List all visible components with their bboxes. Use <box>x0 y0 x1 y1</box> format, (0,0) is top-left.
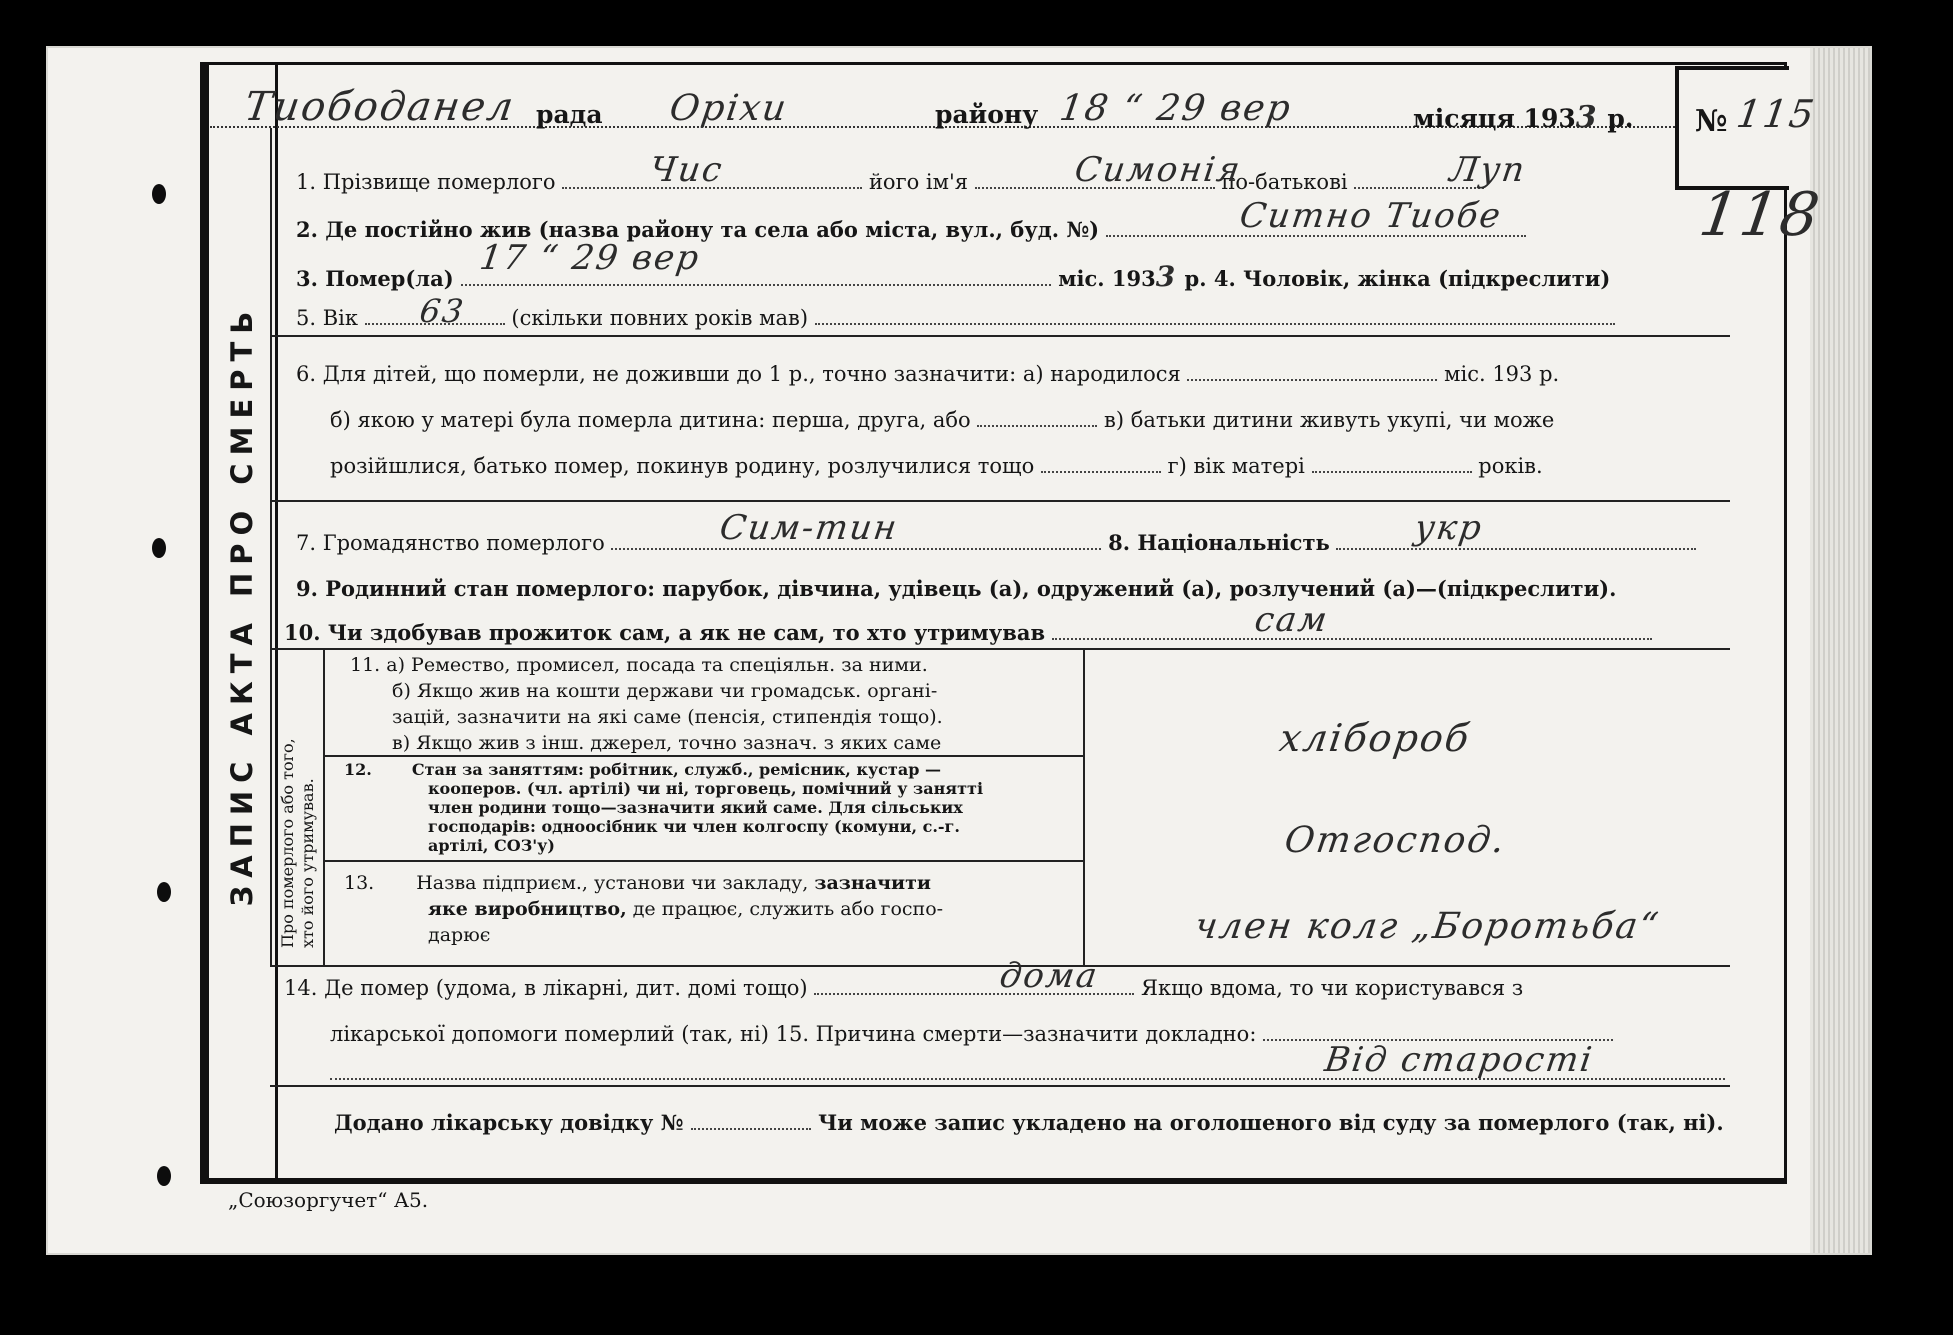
publisher-label: „Союзоргучет“ А5. <box>228 1188 429 1212</box>
certificate-number-field <box>691 1124 811 1130</box>
q9-row: 9. Родинний стан померлого: парубок, дівчина, удівець (а), одружений (а), розлучений (а)—(підкреслити). <box>296 576 1617 601</box>
month-label: місяця 1933 р. <box>1413 100 1634 135</box>
council-label: рада <box>536 100 603 129</box>
q2-label: 2. Де постійно жив (назва району та села або міста, вул., буд. №) <box>296 217 1100 242</box>
q5-trailing-field <box>815 319 1615 325</box>
date-handwriting: 18 “ 29 вер <box>1057 88 1295 129</box>
q10-hw: сам <box>1252 600 1332 640</box>
q3-suffix: р. 4. Чоловік, жінка (підкреслити) <box>1184 266 1611 291</box>
q15-hw: Від старості <box>1322 1040 1596 1080</box>
record-number: 115 <box>1733 92 1819 136</box>
rule <box>1083 650 1085 965</box>
punch-hole <box>157 1166 171 1186</box>
q13-hw: член колг „Боротьба“ <box>1192 906 1663 947</box>
q8-label: 8. Національність <box>1108 530 1330 555</box>
stacked-pages-edge <box>1810 48 1870 1253</box>
punch-hole <box>152 184 166 204</box>
footer-row: Додано лікарську довідку № Чи може запис укладено на оголошеного від суду за померлого (так, ні). <box>334 1110 1724 1135</box>
q12-block: 12. Стан за заняттям: робітник, служб., ремісник, кустар — кооперов. (чл. артілі) чи ні, торговець, помічний у занятті член родини тощо—зазначити який саме. Для сільських господарів: одноосібник чи член колгоспу (комуни, с.-г. артілі, СОЗ'у) <box>344 760 984 855</box>
number-label: № <box>1695 104 1728 139</box>
q1-name-hw: Симонія <box>1072 150 1245 190</box>
q6-mother-age-field <box>1312 467 1472 473</box>
q11-hw: хлібороб <box>1276 716 1474 760</box>
q10-row: 10. Чи здобував прожиток сам, а як не сам, то хто утримував <box>284 620 1652 645</box>
rule <box>270 965 1730 967</box>
rule <box>270 500 1730 502</box>
inner-left-rule <box>270 128 272 966</box>
q7-label: 7. Громадянство померлого <box>296 531 605 555</box>
q5-age-hw: 63 <box>417 292 468 330</box>
record-number-box <box>1675 66 1819 190</box>
q3-date-field <box>461 280 1051 286</box>
q14-row: 14. Де помер (удома, в лікарні, дит. домі тощо) Якщо вдома, то чи користувався з <box>284 976 1524 1000</box>
district-label: району <box>935 100 1039 129</box>
rule <box>323 650 325 965</box>
council-handwriting: Тиободанел <box>241 84 518 130</box>
q6-line3: розійшлися, батько помер, покинув родину, розлучилися тощо г) вік матері років. <box>330 454 1543 478</box>
q5-label: 5. Вік <box>296 306 358 330</box>
margin-note: 118 <box>1695 180 1826 250</box>
q1-patronymic-hw: Луп <box>1447 150 1529 190</box>
q1-label: 1. Прізвище померлого <box>296 170 556 194</box>
q1-surname-hw: Чис <box>647 150 727 190</box>
punch-hole <box>152 538 166 558</box>
q10-field <box>1052 634 1652 640</box>
q3-label: 3. Помер(ла) <box>296 266 454 291</box>
q2-hw: Ситно Тиобе <box>1237 196 1505 236</box>
q14-hw: дома <box>997 956 1102 996</box>
side-title: ЗАПИС АКТА ПРО СМЕРТЬ <box>225 303 259 907</box>
rule <box>270 1085 1730 1087</box>
q6-order-field <box>977 421 1097 427</box>
rule <box>325 860 1085 862</box>
q3-month-label: міс. 193 <box>1058 266 1156 291</box>
q1-patronymic-label: по-батькові <box>1221 170 1348 194</box>
side-title-column <box>209 65 278 1178</box>
q8-field <box>1336 544 1696 550</box>
occupation-side-label: Про померлого або того, хто його утримував. <box>278 738 317 948</box>
q1-row <box>296 170 1484 194</box>
q5-row <box>296 306 1615 330</box>
q3-date-hw: 17 “ 29 вер <box>477 238 703 278</box>
q13-block: 13. Назва підприєм., установи чи закладу, зазначити яке виробництво, де працює, служить або госпо- дарює <box>344 872 944 946</box>
q11-block: 11. а) Ремество, промисел, посада та спеціяльн. за ними. б) Якщо жив на кошти держави чи громадськ. органі- зацій, зазначити на які саме (пенсія, стипендія тощо). в) Якщо жив з інш. джерел, точно зазнач. з яких саме <box>350 654 943 754</box>
q5-suffix: (скільки повних років мав) <box>511 306 809 330</box>
q6-line2: б) якою у матері була померла дитина: перша, друга, або в) батьки дитини живуть укупі, чи може <box>330 408 1555 432</box>
q12-hw: Отгоспод. <box>1282 820 1509 861</box>
q1-name-label: його ім'я <box>868 170 968 194</box>
q7-row <box>296 530 1696 555</box>
punch-hole <box>157 882 171 902</box>
rule <box>270 648 1730 650</box>
q6-parents-field <box>1041 467 1161 473</box>
district-handwriting: Оріхи <box>667 88 791 129</box>
year-handwriting: 3 <box>1575 100 1599 135</box>
rule <box>270 335 1730 337</box>
q3-year-hw: 3 <box>1155 260 1178 293</box>
q7-hw: Сим-тин <box>717 508 901 548</box>
q15-row: лікарської допомоги померлий (так, ні) 15. Причина смерти—зазначити докладно: <box>330 1022 1613 1046</box>
q6-born-field <box>1187 375 1437 381</box>
q6-line1: 6. Для дітей, що померли, не доживши до 1 р., точно зазначити: а) народилося міс. 193 р. <box>296 362 1560 386</box>
q8-hw: укр <box>1412 508 1486 548</box>
